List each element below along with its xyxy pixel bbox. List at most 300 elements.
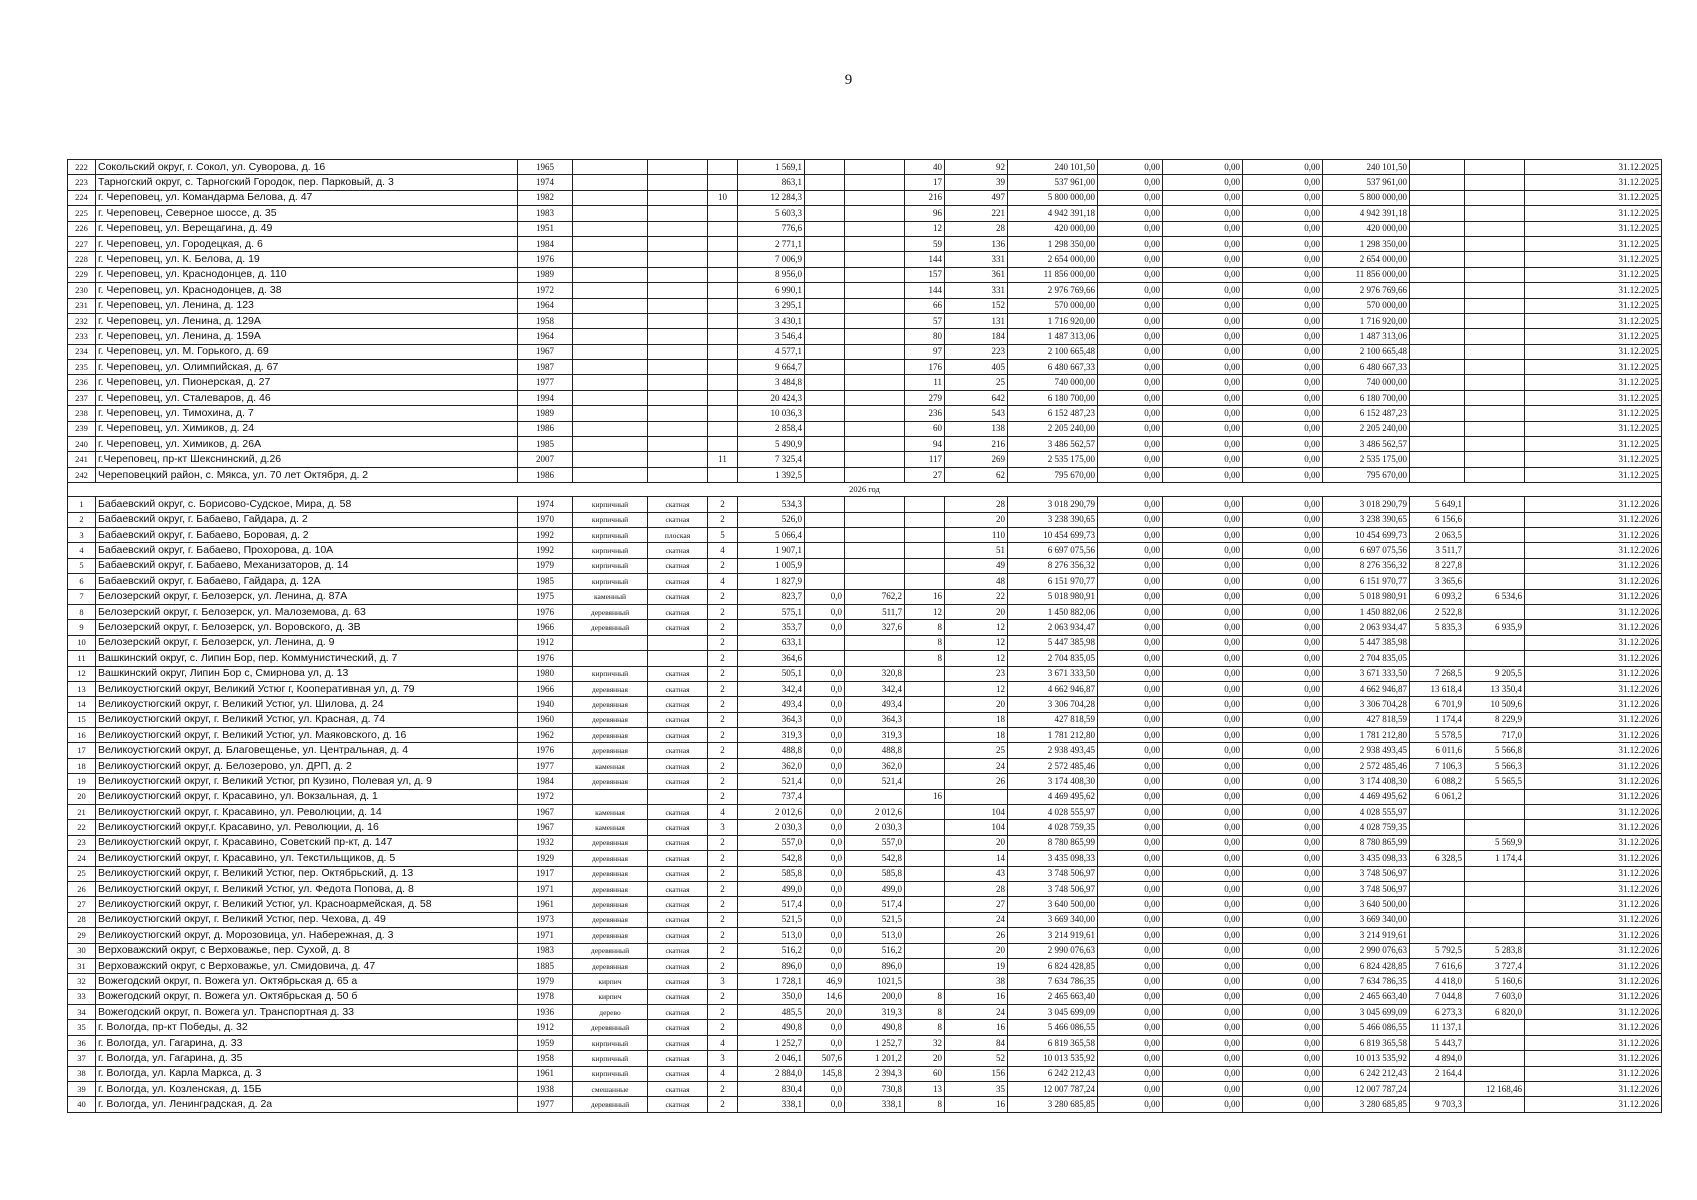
cell-fund-capital: 570 000,00	[1323, 298, 1410, 313]
cell-address: Череповецкий район, с. Мякса, ул. 70 лет Октября, д. 2	[96, 467, 518, 482]
cell-floors	[708, 375, 738, 390]
cell-total-cost: 11 856 000,00	[1008, 267, 1098, 282]
cell-total-area: 364,6	[738, 651, 805, 666]
cell-fund-capital: 3 671 333,50	[1323, 666, 1410, 681]
cell-deadline: 31.12.2025	[1525, 175, 1662, 190]
cell-row-number: 238	[68, 406, 96, 421]
cell-deadline: 31.12.2026	[1525, 789, 1662, 804]
cell-fund-owners: 0,00	[1243, 221, 1323, 236]
cell-address: г. Череповец, ул. Химиков, д. 26А	[96, 437, 518, 452]
cell-residential-area	[845, 497, 905, 512]
cell-residential-area: 896,0	[845, 958, 905, 973]
cell-floors	[708, 406, 738, 421]
table-row	[68, 897, 1662, 912]
cell-unit-cost: 3 511,7	[1410, 543, 1465, 558]
cell-build-year: 1967	[518, 805, 573, 820]
cell-apartments	[905, 758, 945, 773]
cell-nonresidential-area	[805, 206, 845, 221]
cell-residents: 16	[945, 1097, 1008, 1112]
cell-deadline: 31.12.2026	[1525, 620, 1662, 635]
cell-deadline: 31.12.2026	[1525, 681, 1662, 696]
cell-max-unit-cost	[1465, 437, 1525, 452]
cell-fund-owners: 0,00	[1243, 651, 1323, 666]
cell-fund-municipal: 0,00	[1163, 190, 1243, 205]
cell-residents: 26	[945, 928, 1008, 943]
cell-row-number: 10	[68, 635, 96, 650]
cell-fund-regional: 0,00	[1098, 375, 1163, 390]
cell-total-area: 521,4	[738, 774, 805, 789]
cell-deadline: 31.12.2026	[1525, 774, 1662, 789]
cell-address: г. Череповец, ул. Тимохина, д. 7	[96, 406, 518, 421]
cell-apartments: 27	[905, 467, 945, 482]
cell-roof-type	[648, 283, 708, 298]
cell-total-cost: 3 214 919,61	[1008, 928, 1098, 943]
cell-max-unit-cost: 5 566,3	[1465, 758, 1525, 773]
table-row	[68, 743, 1662, 758]
cell-address: Верховажский округ, с Верховажье, ул. Смидовича, д. 47	[96, 958, 518, 973]
cell-apartments: 80	[905, 329, 945, 344]
cell-fund-regional: 0,00	[1098, 252, 1163, 267]
table-row	[68, 344, 1662, 359]
cell-max-unit-cost	[1465, 390, 1525, 405]
cell-residential-area: 342,4	[845, 681, 905, 696]
table-row	[68, 1082, 1662, 1097]
cell-build-year: 1992	[518, 543, 573, 558]
cell-residents: 104	[945, 820, 1008, 835]
cell-total-cost: 3 280 685,85	[1008, 1097, 1098, 1112]
cell-wall-material: кирпич	[573, 974, 648, 989]
cell-row-number: 228	[68, 252, 96, 267]
cell-wall-material: каменная	[573, 820, 648, 835]
cell-deadline: 31.12.2025	[1525, 267, 1662, 282]
cell-floors: 2	[708, 666, 738, 681]
cell-fund-capital: 2 465 663,40	[1323, 989, 1410, 1004]
cell-total-area: 1 569,1	[738, 160, 805, 175]
cell-unit-cost: 4 418,0	[1410, 974, 1465, 989]
cell-row-number: 236	[68, 375, 96, 390]
cell-total-cost: 2 990 076,63	[1008, 943, 1098, 958]
cell-apartments	[905, 512, 945, 527]
cell-total-area: 776,6	[738, 221, 805, 236]
cell-fund-owners: 0,00	[1243, 866, 1323, 881]
cell-total-cost: 10 013 535,92	[1008, 1051, 1098, 1066]
cell-floors	[708, 390, 738, 405]
cell-total-cost: 3 306 704,28	[1008, 697, 1098, 712]
cell-residents: 131	[945, 313, 1008, 328]
cell-max-unit-cost	[1465, 1020, 1525, 1035]
cell-roof-type	[648, 375, 708, 390]
cell-total-area: 1 392,5	[738, 467, 805, 482]
cell-apartments: 279	[905, 390, 945, 405]
cell-unit-cost: 2 522,8	[1410, 604, 1465, 619]
cell-floors	[708, 160, 738, 175]
cell-fund-municipal: 0,00	[1163, 283, 1243, 298]
cell-fund-owners: 0,00	[1243, 527, 1323, 542]
table-row	[68, 160, 1662, 175]
cell-floors: 2	[708, 743, 738, 758]
cell-unit-cost: 2 164,4	[1410, 1066, 1465, 1081]
cell-deadline: 31.12.2025	[1525, 329, 1662, 344]
cell-residents: 24	[945, 912, 1008, 927]
cell-floors: 2	[708, 620, 738, 635]
cell-residential-area	[845, 527, 905, 542]
cell-deadline: 31.12.2026	[1525, 897, 1662, 912]
table-row	[68, 221, 1662, 236]
cell-address: Великоустюгский округ, г. Великий Устюг, ул. Маяковского, д. 16	[96, 728, 518, 743]
cell-total-area: 830,4	[738, 1082, 805, 1097]
cell-nonresidential-area: 0,0	[805, 1082, 845, 1097]
cell-wall-material	[573, 329, 648, 344]
cell-max-unit-cost	[1465, 558, 1525, 573]
table-body-2025	[68, 160, 1662, 483]
cell-row-number: 16	[68, 728, 96, 743]
cell-fund-capital: 1 487 313,06	[1323, 329, 1410, 344]
cell-build-year: 1978	[518, 989, 573, 1004]
cell-deadline: 31.12.2026	[1525, 1020, 1662, 1035]
cell-build-year: 1885	[518, 958, 573, 973]
cell-unit-cost	[1410, 912, 1465, 927]
cell-unit-cost	[1410, 252, 1465, 267]
cell-build-year: 1983	[518, 943, 573, 958]
cell-roof-type	[648, 344, 708, 359]
cell-roof-type	[648, 252, 708, 267]
table-row	[68, 497, 1662, 512]
cell-fund-capital: 3 174 408,30	[1323, 774, 1410, 789]
cell-total-cost: 2 704 835,05	[1008, 651, 1098, 666]
cell-apartments: 59	[905, 236, 945, 251]
cell-fund-capital: 3 306 704,28	[1323, 697, 1410, 712]
cell-deadline: 31.12.2025	[1525, 375, 1662, 390]
cell-apartments: 60	[905, 421, 945, 436]
cell-fund-owners: 0,00	[1243, 190, 1323, 205]
cell-row-number: 226	[68, 221, 96, 236]
cell-residential-area: 327,6	[845, 620, 905, 635]
cell-total-cost: 570 000,00	[1008, 298, 1098, 313]
cell-total-area: 2 030,3	[738, 820, 805, 835]
cell-apartments: 16	[905, 589, 945, 604]
cell-fund-owners: 0,00	[1243, 635, 1323, 650]
cell-row-number: 4	[68, 543, 96, 558]
cell-fund-capital: 3 640 500,00	[1323, 897, 1410, 912]
cell-address: Бабаевский округ, г. Бабаево, Механизаторов, д. 14	[96, 558, 518, 573]
cell-fund-owners: 0,00	[1243, 344, 1323, 359]
cell-apartments	[905, 805, 945, 820]
cell-roof-type	[648, 789, 708, 804]
cell-residential-area: 362,0	[845, 758, 905, 773]
cell-deadline: 31.12.2026	[1525, 543, 1662, 558]
cell-wall-material: деревянная	[573, 928, 648, 943]
cell-fund-owners: 0,00	[1243, 236, 1323, 251]
cell-wall-material: деревянный	[573, 1020, 648, 1035]
cell-apartments: 16	[905, 789, 945, 804]
cell-max-unit-cost	[1465, 175, 1525, 190]
cell-residential-area: 521,5	[845, 912, 905, 927]
cell-row-number: 222	[68, 160, 96, 175]
cell-roof-type	[648, 390, 708, 405]
cell-wall-material	[573, 236, 648, 251]
cell-deadline: 31.12.2026	[1525, 835, 1662, 850]
cell-residential-area	[845, 283, 905, 298]
cell-roof-type	[648, 267, 708, 282]
cell-nonresidential-area	[805, 190, 845, 205]
cell-residents: 16	[945, 1020, 1008, 1035]
cell-residents: 223	[945, 344, 1008, 359]
cell-fund-capital: 6 242 212,43	[1323, 1066, 1410, 1081]
cell-fund-municipal: 0,00	[1163, 467, 1243, 482]
cell-floors: 2	[708, 1097, 738, 1112]
cell-roof-type: скатная	[648, 512, 708, 527]
cell-wall-material: кирпичный	[573, 558, 648, 573]
cell-address: Белозерский округ, г. Белозерск, ул. Воровского, д. 3В	[96, 620, 518, 635]
cell-row-number: 23	[68, 835, 96, 850]
cell-address: Вашкинский округ, с. Липин Бор, пер. Коммунистический, д. 7	[96, 651, 518, 666]
cell-max-unit-cost	[1465, 375, 1525, 390]
cell-wall-material: каменная	[573, 805, 648, 820]
cell-fund-owners: 0,00	[1243, 851, 1323, 866]
cell-address: Великоустюгский округ, г. Великий Устюг, рп Кузино, Полевая ул, д. 9	[96, 774, 518, 789]
cell-fund-capital: 8 780 865,99	[1323, 835, 1410, 850]
cell-total-area: 823,7	[738, 589, 805, 604]
cell-apartments	[905, 958, 945, 973]
cell-total-area: 338,1	[738, 1097, 805, 1112]
cell-max-unit-cost	[1465, 1097, 1525, 1112]
cell-residents: 331	[945, 283, 1008, 298]
cell-wall-material	[573, 252, 648, 267]
cell-residential-area: 557,0	[845, 835, 905, 850]
cell-nonresidential-area	[805, 221, 845, 236]
cell-build-year: 1982	[518, 190, 573, 205]
cell-apartments	[905, 728, 945, 743]
cell-wall-material: деревянная	[573, 681, 648, 696]
cell-floors: 2	[708, 558, 738, 573]
cell-total-cost: 4 028 555,97	[1008, 805, 1098, 820]
cell-nonresidential-area: 0,0	[805, 805, 845, 820]
cell-max-unit-cost	[1465, 467, 1525, 482]
cell-nonresidential-area: 0,0	[805, 881, 845, 896]
cell-residential-area: 2 012,6	[845, 805, 905, 820]
table-row	[68, 252, 1662, 267]
cell-floors	[708, 437, 738, 452]
cell-total-cost: 12 007 787,24	[1008, 1082, 1098, 1097]
cell-fund-municipal: 0,00	[1163, 635, 1243, 650]
cell-floors: 2	[708, 835, 738, 850]
cell-apartments: 40	[905, 160, 945, 175]
cell-fund-capital: 6 824 428,85	[1323, 958, 1410, 973]
cell-floors	[708, 329, 738, 344]
cell-floors: 2	[708, 604, 738, 619]
table-row	[68, 236, 1662, 251]
cell-total-cost: 6 180 700,00	[1008, 390, 1098, 405]
cell-total-area: 896,0	[738, 958, 805, 973]
cell-unit-cost	[1410, 313, 1465, 328]
cell-fund-owners: 0,00	[1243, 912, 1323, 927]
cell-floors	[708, 236, 738, 251]
cell-wall-material: деревянная	[573, 728, 648, 743]
cell-nonresidential-area	[805, 574, 845, 589]
cell-fund-owners: 0,00	[1243, 897, 1323, 912]
cell-build-year: 1966	[518, 620, 573, 635]
cell-floors: 4	[708, 543, 738, 558]
cell-total-cost: 427 818,59	[1008, 712, 1098, 727]
cell-fund-owners: 0,00	[1243, 805, 1323, 820]
cell-floors	[708, 298, 738, 313]
cell-nonresidential-area: 46,9	[805, 974, 845, 989]
cell-residential-area: 364,3	[845, 712, 905, 727]
cell-fund-owners: 0,00	[1243, 206, 1323, 221]
cell-address: Вожегодский округ, п. Вожега ул. Транспортная д. 33	[96, 1005, 518, 1020]
cell-deadline: 31.12.2026	[1525, 912, 1662, 927]
cell-nonresidential-area	[805, 421, 845, 436]
cell-total-cost: 6 824 428,85	[1008, 958, 1098, 973]
cell-wall-material: каменная	[573, 758, 648, 773]
cell-roof-type	[648, 329, 708, 344]
cell-roof-type: скатная	[648, 666, 708, 681]
cell-deadline: 31.12.2026	[1525, 651, 1662, 666]
cell-fund-regional: 0,00	[1098, 681, 1163, 696]
cell-fund-regional: 0,00	[1098, 697, 1163, 712]
cell-build-year: 1960	[518, 712, 573, 727]
cell-fund-owners: 0,00	[1243, 175, 1323, 190]
table-row	[68, 1066, 1662, 1081]
cell-residential-area: 338,1	[845, 1097, 905, 1112]
cell-unit-cost: 6 156,6	[1410, 512, 1465, 527]
cell-fund-owners: 0,00	[1243, 360, 1323, 375]
cell-fund-capital: 3 435 098,33	[1323, 851, 1410, 866]
cell-total-cost: 6 819 365,58	[1008, 1035, 1098, 1050]
cell-deadline: 31.12.2026	[1525, 928, 1662, 943]
cell-roof-type	[648, 651, 708, 666]
cell-wall-material: деревянная	[573, 697, 648, 712]
cell-fund-municipal: 0,00	[1163, 897, 1243, 912]
cell-total-area: 737,4	[738, 789, 805, 804]
cell-unit-cost	[1410, 406, 1465, 421]
cell-residents: 20	[945, 835, 1008, 850]
cell-floors: 2	[708, 928, 738, 943]
table-row	[68, 527, 1662, 542]
cell-roof-type: скатная	[648, 1082, 708, 1097]
cell-fund-regional: 0,00	[1098, 1082, 1163, 1097]
cell-apartments	[905, 712, 945, 727]
cell-roof-type: скатная	[648, 497, 708, 512]
cell-row-number: 227	[68, 236, 96, 251]
cell-build-year: 1912	[518, 635, 573, 650]
cell-residents: 20	[945, 943, 1008, 958]
cell-row-number: 6	[68, 574, 96, 589]
cell-apartments: 17	[905, 175, 945, 190]
cell-unit-cost	[1410, 866, 1465, 881]
cell-total-area: 8 956,0	[738, 267, 805, 282]
cell-deadline: 31.12.2026	[1525, 1082, 1662, 1097]
table-row	[68, 329, 1662, 344]
cell-fund-municipal: 0,00	[1163, 989, 1243, 1004]
cell-total-area: 513,0	[738, 928, 805, 943]
cell-residents: 27	[945, 897, 1008, 912]
cell-build-year: 1972	[518, 283, 573, 298]
cell-apartments: 144	[905, 252, 945, 267]
cell-deadline: 31.12.2026	[1525, 805, 1662, 820]
cell-apartments: 11	[905, 375, 945, 390]
cell-apartments	[905, 527, 945, 542]
table-row	[68, 375, 1662, 390]
cell-row-number: 29	[68, 928, 96, 943]
cell-fund-municipal: 0,00	[1163, 697, 1243, 712]
cell-unit-cost: 5 443,7	[1410, 1035, 1465, 1050]
cell-roof-type	[648, 206, 708, 221]
cell-unit-cost	[1410, 805, 1465, 820]
cell-nonresidential-area: 0,0	[805, 820, 845, 835]
cell-fund-regional: 0,00	[1098, 1005, 1163, 1020]
cell-fund-municipal: 0,00	[1163, 497, 1243, 512]
cell-floors: 2	[708, 589, 738, 604]
cell-total-area: 2 858,4	[738, 421, 805, 436]
cell-residents: 152	[945, 298, 1008, 313]
cell-fund-regional: 0,00	[1098, 360, 1163, 375]
cell-fund-capital: 740 000,00	[1323, 375, 1410, 390]
cell-fund-municipal: 0,00	[1163, 437, 1243, 452]
cell-residents: 26	[945, 774, 1008, 789]
cell-max-unit-cost	[1465, 820, 1525, 835]
cell-fund-capital: 3 486 562,57	[1323, 437, 1410, 452]
cell-nonresidential-area: 0,0	[805, 943, 845, 958]
table-row	[68, 283, 1662, 298]
cell-floors: 2	[708, 697, 738, 712]
cell-row-number: 36	[68, 1035, 96, 1050]
cell-apartments	[905, 558, 945, 573]
cell-wall-material	[573, 206, 648, 221]
cell-nonresidential-area: 0,0	[805, 712, 845, 727]
cell-residents: 39	[945, 175, 1008, 190]
cell-address: г. Вологда, ул. Карла Маркса, д. 3	[96, 1066, 518, 1081]
cell-fund-capital: 10 454 699,73	[1323, 527, 1410, 542]
cell-address: Верховажский округ, с Верховажье, пер. Сухой, д. 8	[96, 943, 518, 958]
cell-address: Бабаевский округ, г. Бабаево, Прохорова, д. 10А	[96, 543, 518, 558]
cell-wall-material: деревянная	[573, 712, 648, 727]
cell-residents: 110	[945, 527, 1008, 542]
table-row	[68, 866, 1662, 881]
cell-fund-owners: 0,00	[1243, 604, 1323, 619]
cell-fund-owners: 0,00	[1243, 421, 1323, 436]
cell-deadline: 31.12.2026	[1525, 712, 1662, 727]
cell-fund-capital: 3 280 685,85	[1323, 1097, 1410, 1112]
cell-fund-capital: 6 480 667,33	[1323, 360, 1410, 375]
cell-residential-area	[845, 360, 905, 375]
cell-total-cost: 5 800 000,00	[1008, 190, 1098, 205]
cell-residential-area: 319,3	[845, 728, 905, 743]
cell-fund-regional: 0,00	[1098, 1097, 1163, 1112]
cell-fund-regional: 0,00	[1098, 928, 1163, 943]
cell-deadline: 31.12.2026	[1525, 666, 1662, 681]
cell-address: Тарногский округ, с. Тарногский Городок, пер. Парковый, д. 3	[96, 175, 518, 190]
cell-wall-material	[573, 635, 648, 650]
cell-max-unit-cost	[1465, 267, 1525, 282]
cell-apartments	[905, 697, 945, 712]
cell-residents: 497	[945, 190, 1008, 205]
cell-fund-capital: 3 045 699,09	[1323, 1005, 1410, 1020]
cell-wall-material: деревянный	[573, 620, 648, 635]
table-row	[68, 881, 1662, 896]
table-row	[68, 512, 1662, 527]
cell-total-area: 1 827,9	[738, 574, 805, 589]
cell-unit-cost	[1410, 390, 1465, 405]
cell-row-number: 225	[68, 206, 96, 221]
cell-fund-regional: 0,00	[1098, 1066, 1163, 1081]
cell-build-year: 1917	[518, 866, 573, 881]
cell-fund-regional: 0,00	[1098, 974, 1163, 989]
cell-deadline: 31.12.2026	[1525, 635, 1662, 650]
cell-unit-cost	[1410, 421, 1465, 436]
cell-nonresidential-area: 0,0	[805, 866, 845, 881]
cell-fund-regional: 0,00	[1098, 989, 1163, 1004]
